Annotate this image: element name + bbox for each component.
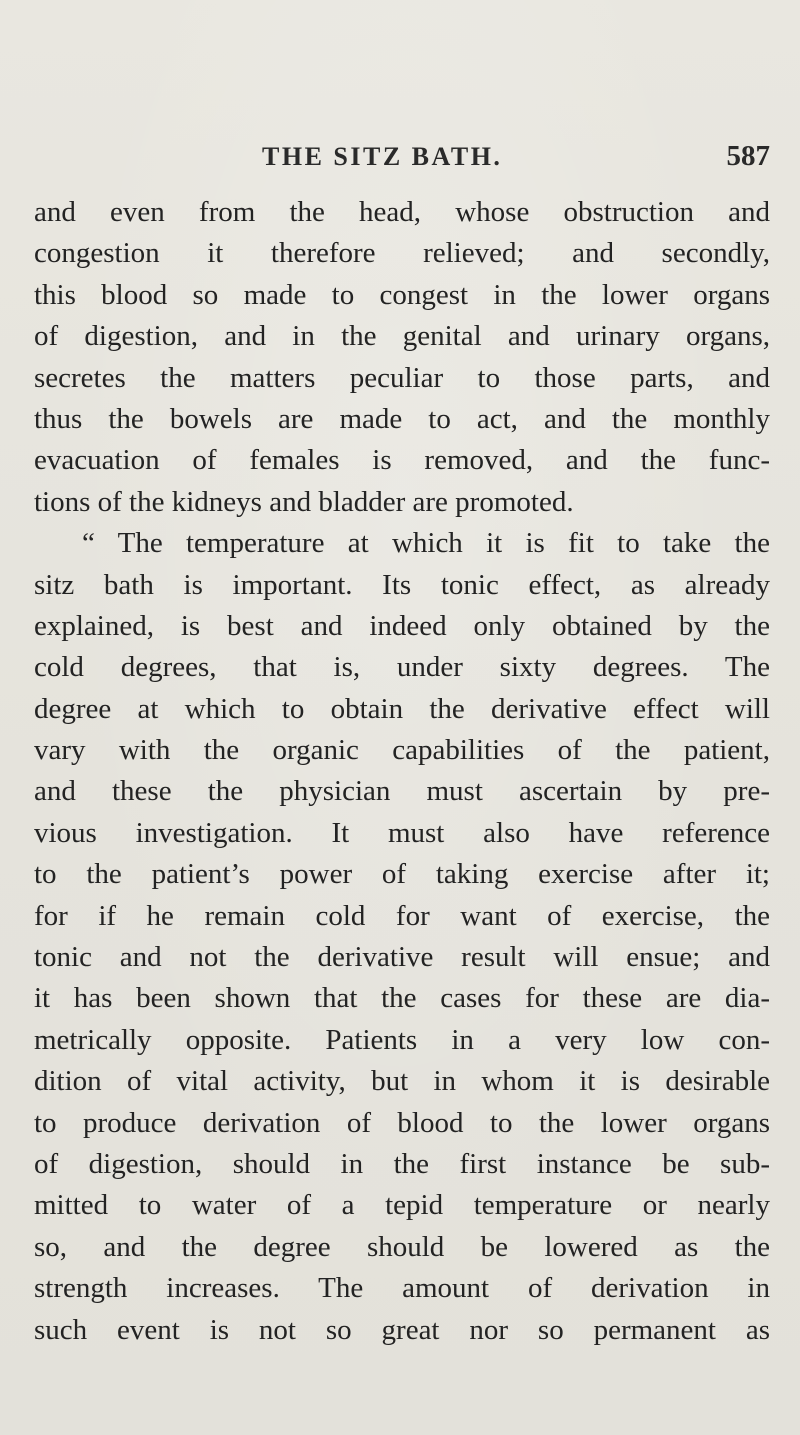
- text-line: such event is not so great nor so permanent as: [34, 1313, 770, 1346]
- text-line: of digestion, should in the first instance be sub-: [34, 1147, 770, 1180]
- text-line: cold degrees, that is, under sixty degrees. The: [34, 651, 770, 684]
- text-line: evacuation of females is removed, and the func-: [34, 444, 770, 477]
- body-text: [34, 192, 770, 1351]
- text-line: “ The temperature at which it is fit to take the: [82, 527, 770, 560]
- text-line: of digestion, and in the genital and urinary organs,: [34, 320, 770, 353]
- text-line: for if he remain cold for want of exercise, the: [34, 899, 770, 932]
- text-line: mitted to water of a tepid temperature or nearly: [34, 1189, 770, 1222]
- text-line: explained, is best and indeed only obtained by the: [34, 609, 770, 642]
- text-line: sitz bath is important. Its tonic effect, as already: [34, 568, 770, 601]
- text-line: this blood so made to congest in the lower organs: [34, 278, 770, 311]
- running-header: [0, 120, 800, 170]
- text-line: and these the physician must ascertain by pre-: [34, 775, 770, 808]
- text-line: metrically opposite. Patients in a very low con-: [34, 1023, 770, 1056]
- text-line: tions of the kidneys and bladder are promoted.: [34, 485, 574, 518]
- text-line: dition of vital activity, but in whom it is desirable: [34, 1065, 770, 1098]
- text-line: to produce derivation of blood to the lower organs: [34, 1106, 770, 1139]
- text-line: thus the bowels are made to act, and the monthly: [34, 402, 770, 435]
- text-line: tonic and not the derivative result will ensue; and: [34, 941, 770, 974]
- running-title: THE SITZ BATH.: [262, 142, 503, 171]
- text-line: and even from the head, whose obstruction and: [34, 196, 770, 228]
- text-line: degree at which to obtain the derivative effect will: [34, 692, 770, 725]
- text-line: so, and the degree should be lowered as the: [34, 1230, 770, 1263]
- text-line: to the patient’s power of taking exercise after it;: [34, 858, 770, 891]
- text-line: strength increases. The amount of derivation in: [34, 1272, 770, 1305]
- text-line: it has been shown that the cases for these are dia-: [34, 982, 770, 1015]
- text-line: vious investigation. It must also have reference: [34, 816, 770, 849]
- text-line: vary with the organic capabilities of the patient,: [34, 734, 770, 767]
- text-line: secretes the matters peculiar to those parts, and: [34, 361, 770, 394]
- page-number: 587: [726, 140, 770, 172]
- text-line: congestion it therefore relieved; and secondly,: [34, 237, 770, 270]
